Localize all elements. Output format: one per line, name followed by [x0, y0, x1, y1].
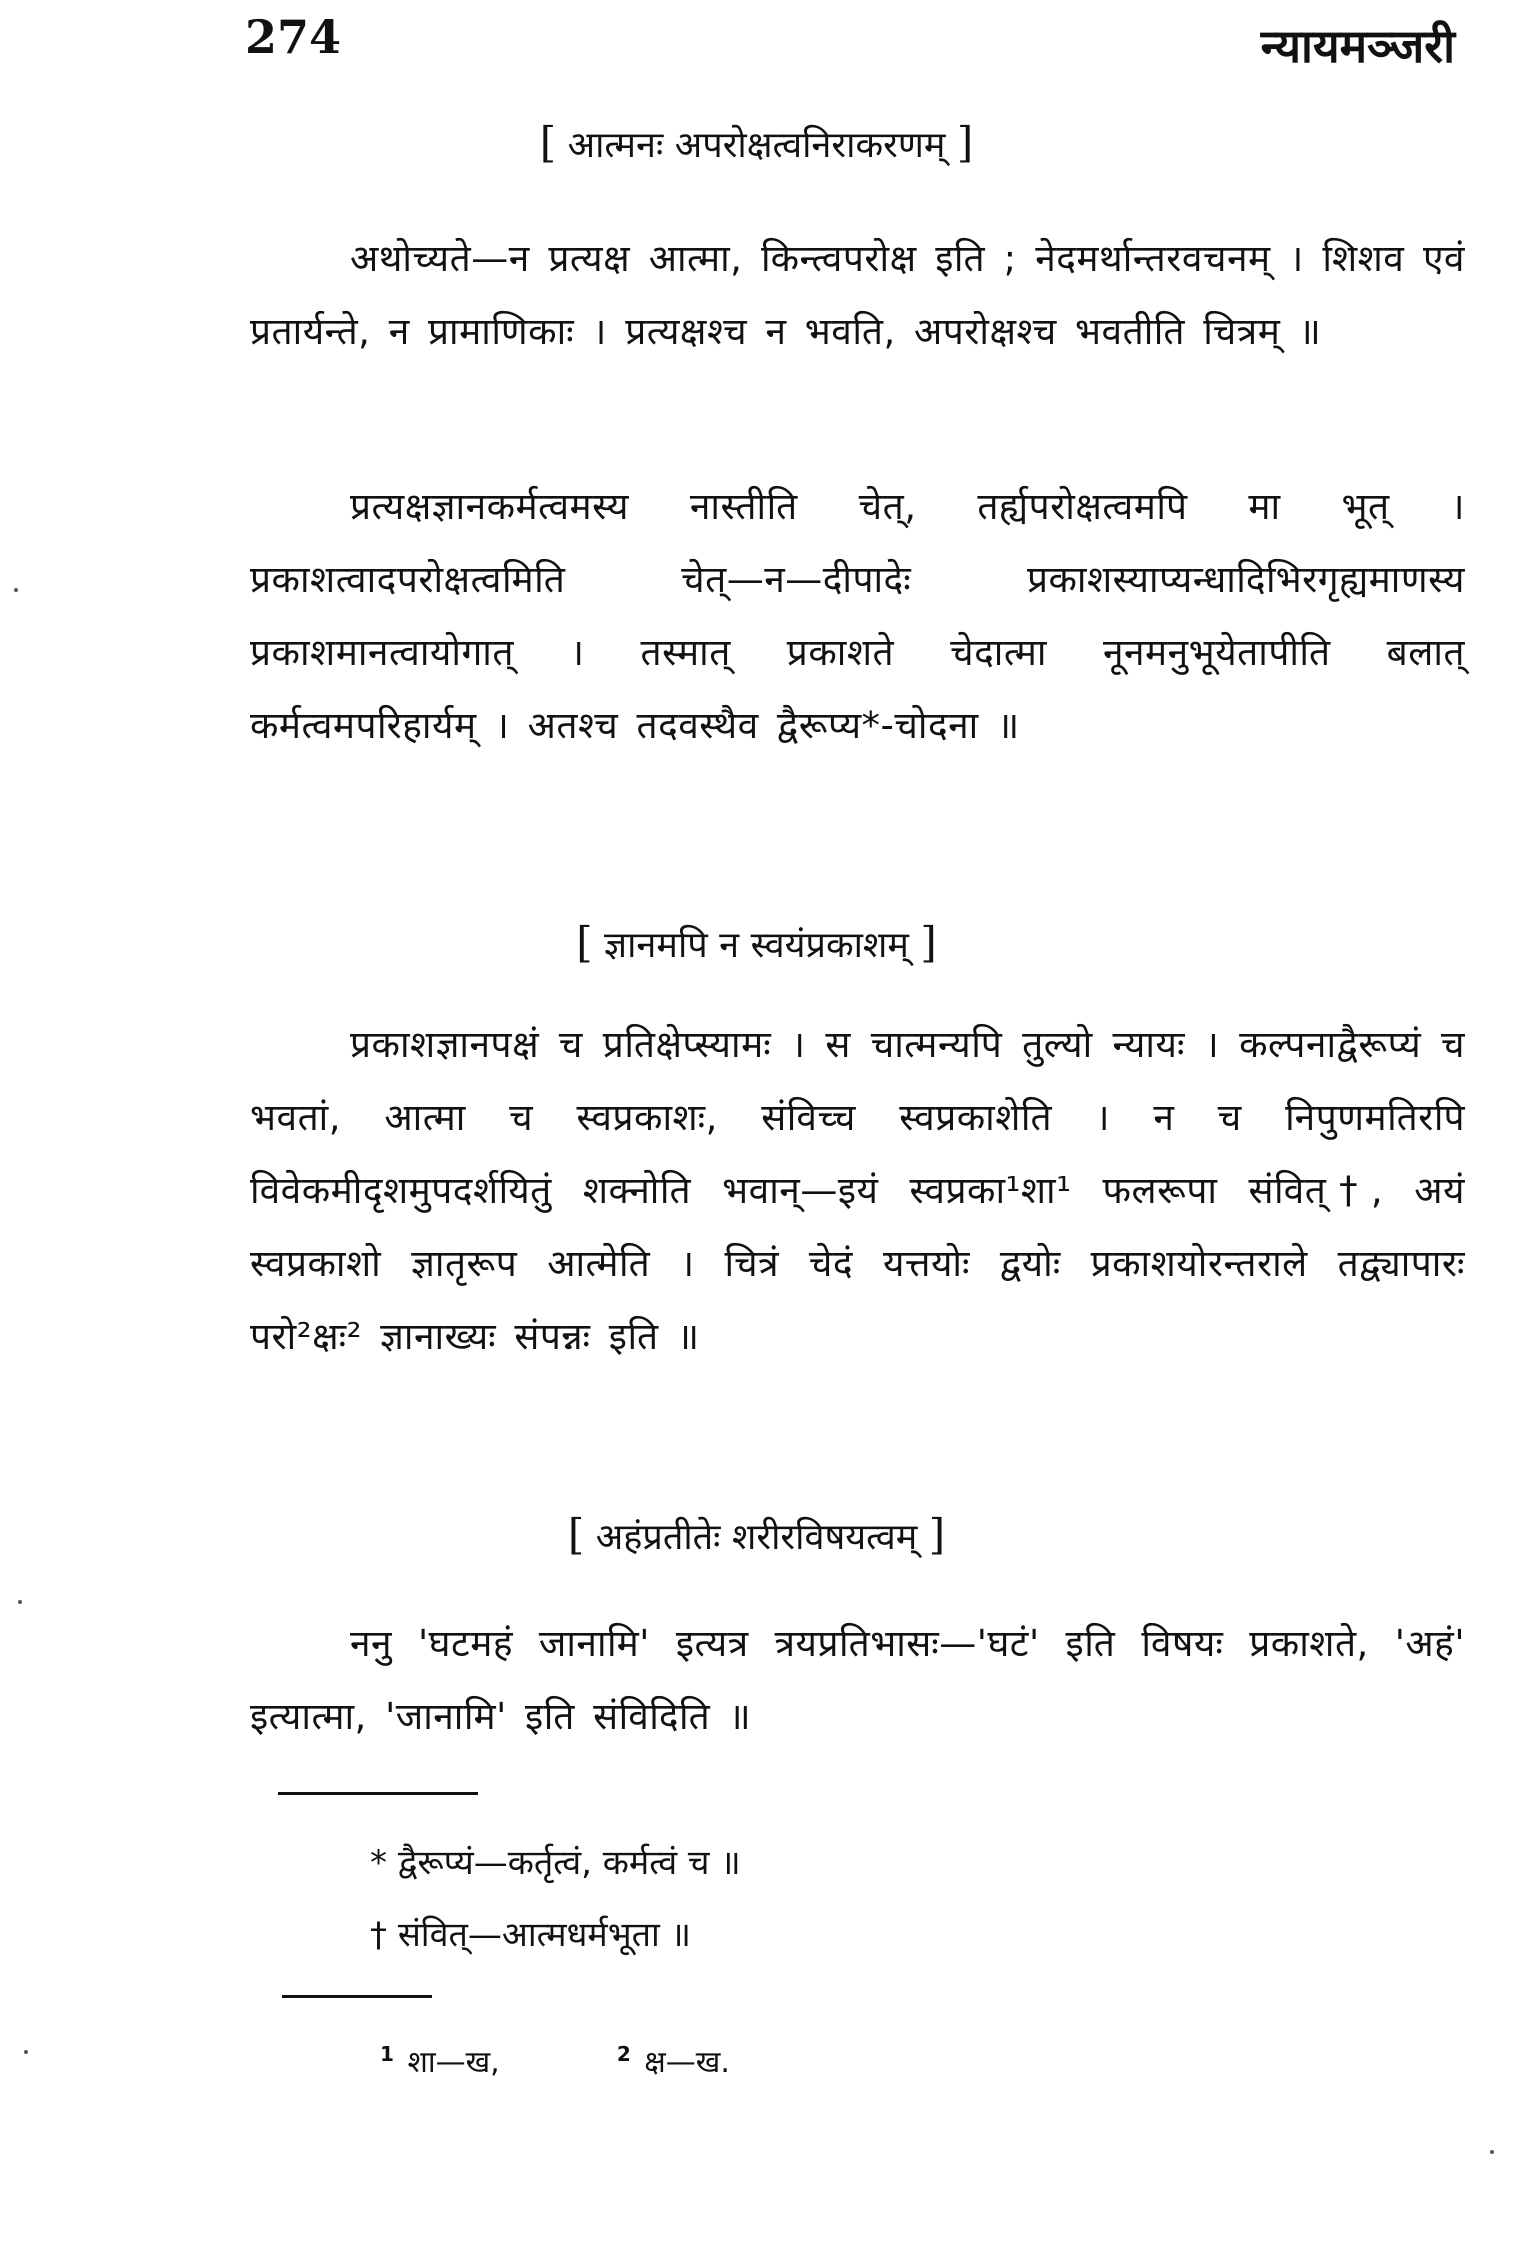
variant-rule	[282, 1995, 432, 1998]
running-title: न्यायमञ्जरी	[1260, 19, 1455, 73]
variant-text: क्ष—ख.	[644, 2045, 730, 2080]
paragraph: ननु 'घटमहं जानामि' इत्यत्र त्रयप्रतिभासः—'घटं' इति विषयः प्रकाशते, 'अहं' इत्यात्मा, 'जानामि' इति संविदिति ॥	[250, 1622, 1465, 1738]
scan-speck	[14, 588, 18, 592]
page-number: 274	[245, 10, 342, 64]
bracket-close: ]	[956, 118, 974, 167]
footnote-2	[370, 1910, 691, 1956]
section-heading-2	[0, 918, 1513, 968]
scan-speck	[1490, 2150, 1494, 2154]
scan-speck	[18, 1600, 22, 1604]
footnote-1	[370, 1838, 741, 1884]
section-heading-text: अहंप्रतीतेः शरीरविषयत्वम्	[595, 1517, 918, 1558]
variant-number: 1	[380, 2042, 394, 2066]
section-heading-3	[0, 1510, 1513, 1560]
footnote-rule	[278, 1792, 478, 1795]
variant-text: शा—ख,	[407, 2045, 500, 2080]
footnote-text: संवित्—आत्मधर्मभूता ॥	[397, 1915, 692, 1955]
variant-readings	[380, 2040, 730, 2081]
footnote-mark: †	[370, 1915, 387, 1955]
section-heading-text: आत्मनः अपरोक्षत्वनिराकरणम्	[567, 125, 946, 166]
footnote-mark: *	[370, 1843, 387, 1883]
paragraph: प्रकाशज्ञानपक्षं च प्रतिक्षेप्स्यामः । स चात्मन्यपि तुल्यो न्यायः । कल्पनाद्वैरूप्यं च भवतां, आत्मा च स्वप्रकाशः, संविच्च स्वप्रकाशेति । न च निपुणमतिरपि विवेकमीदृशमुपदर्शयितुं शक्नोति भवान्—इयं स्वप्रका¹शा¹ फलरूपा संवित्†, अयं स्वप्रकाशो ज्ञातृरूप आत्मेति । चित्रं चेदं यत्तयोः द्वयोः प्रकाशयोरन्तराले तद्व्यापारः परो²क्षः² ज्ञानाख्यः संपन्नः इति ॥	[250, 1023, 1465, 1358]
section-heading-text: ज्ञानमपि न स्वयंप्रकाशम्	[604, 925, 909, 966]
scan-speck	[24, 2050, 28, 2054]
paragraph: अथोच्यते—न प्रत्यक्ष आत्मा, किन्त्वपरोक्ष इति ; नेदमर्थान्तरवचनम् । शिशव एवं प्रतार्यन्ते, न प्रामाणिकाः । प्रत्यक्षश्च न भवति, अपरोक्षश्च भवतीति चित्रम् ॥	[250, 237, 1465, 353]
bracket-open: [	[576, 918, 593, 967]
variant-number: 2	[616, 2042, 631, 2066]
footnote-text: द्वैरूप्यं—कर्तृत्वं, कर्मत्वं च ॥	[397, 1843, 741, 1883]
bracket-open: [	[567, 1510, 585, 1559]
bracket-open: [	[539, 118, 557, 167]
bracket-close: ]	[920, 918, 937, 967]
section-heading-1	[0, 118, 1513, 168]
paragraph: प्रत्यक्षज्ञानकर्मत्वमस्य नास्तीति चेत्, तर्ह्यपरोक्षत्वमपि मा भूत् । प्रकाशत्वादपरोक्षत्वमिति चेत्—न—दीपादेः प्रकाशस्याप्यन्धादिभिरगृह्यमाणस्य प्रकाशमानत्वायोगात् । तस्मात् प्रकाशते चेदात्मा नूनमनुभूयेतापीति बलात् कर्मत्वमपरिहार्यम् । अतश्च तदवस्थैव द्वैरूप्य*-चोदना ॥	[250, 485, 1465, 747]
bracket-close: ]	[928, 1510, 946, 1559]
